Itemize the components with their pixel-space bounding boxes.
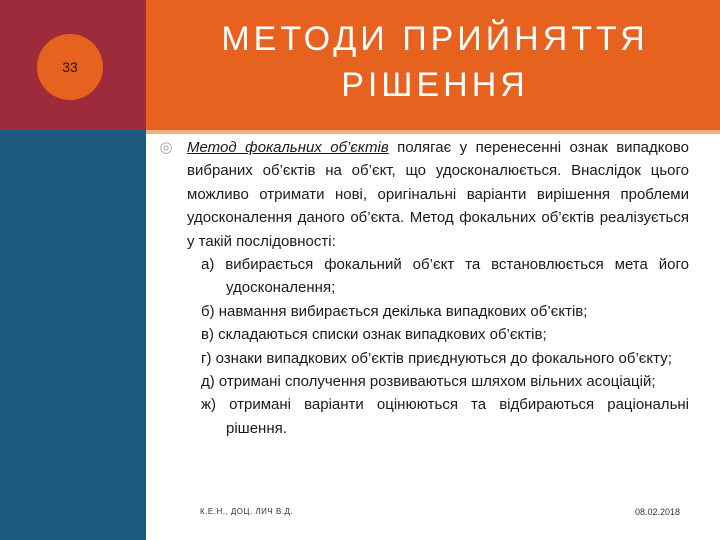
intro-text: полягає у перенесенні ознак випадково вибраних об’єктів на об’єкт, що удосконалюється. Внаслідок цього можливо отримати нові, оригінальні варіанти вирішення проблеми удосконалення даного об’єкта. Метод фокальних об’єктів реалізується у такій послідовності: [187, 139, 689, 250]
list-item: а) вибирається фокальний об’єкт та встановлюється мета його удосконалення; [201, 256, 689, 297]
title-line-2: РІШЕННЯ [341, 66, 529, 104]
title-divider [146, 130, 720, 134]
circled-bullet-icon: ◎ [159, 139, 173, 156]
intro-paragraph [187, 136, 689, 253]
slide-number-badge [37, 34, 103, 100]
list-item: б) навмання вибирається декілька випадкових об’єктів; [201, 302, 588, 320]
list-item: в) складаються списки ознак випадкових об’єктів; [201, 326, 547, 344]
slide-title [150, 16, 720, 108]
title-line-1: МЕТОДИ ПРИЙНЯТТЯ [221, 20, 649, 58]
steps-list [187, 253, 689, 440]
list-item: д) отримані сполучення розвиваються шляхом вільних асоціацій; [201, 373, 656, 391]
footer-date: 08.02.2018 [634, 507, 680, 517]
slide-number: 33 [62, 59, 78, 75]
slide-body [187, 136, 689, 440]
list-item: г) ознаки випадкових об’єктів приєднуються до фокального об’єкту; [201, 349, 672, 367]
left-bottom-panel [0, 130, 146, 540]
list-item: ж) отримані варіанти оцінюються та відбираються раціональні рішення. [201, 396, 689, 437]
footer-author: К.Е.Н., ДОЦ. ЛИЧ В.Д. [200, 507, 294, 516]
method-term: Метод фокальних об’єктів [187, 139, 389, 156]
